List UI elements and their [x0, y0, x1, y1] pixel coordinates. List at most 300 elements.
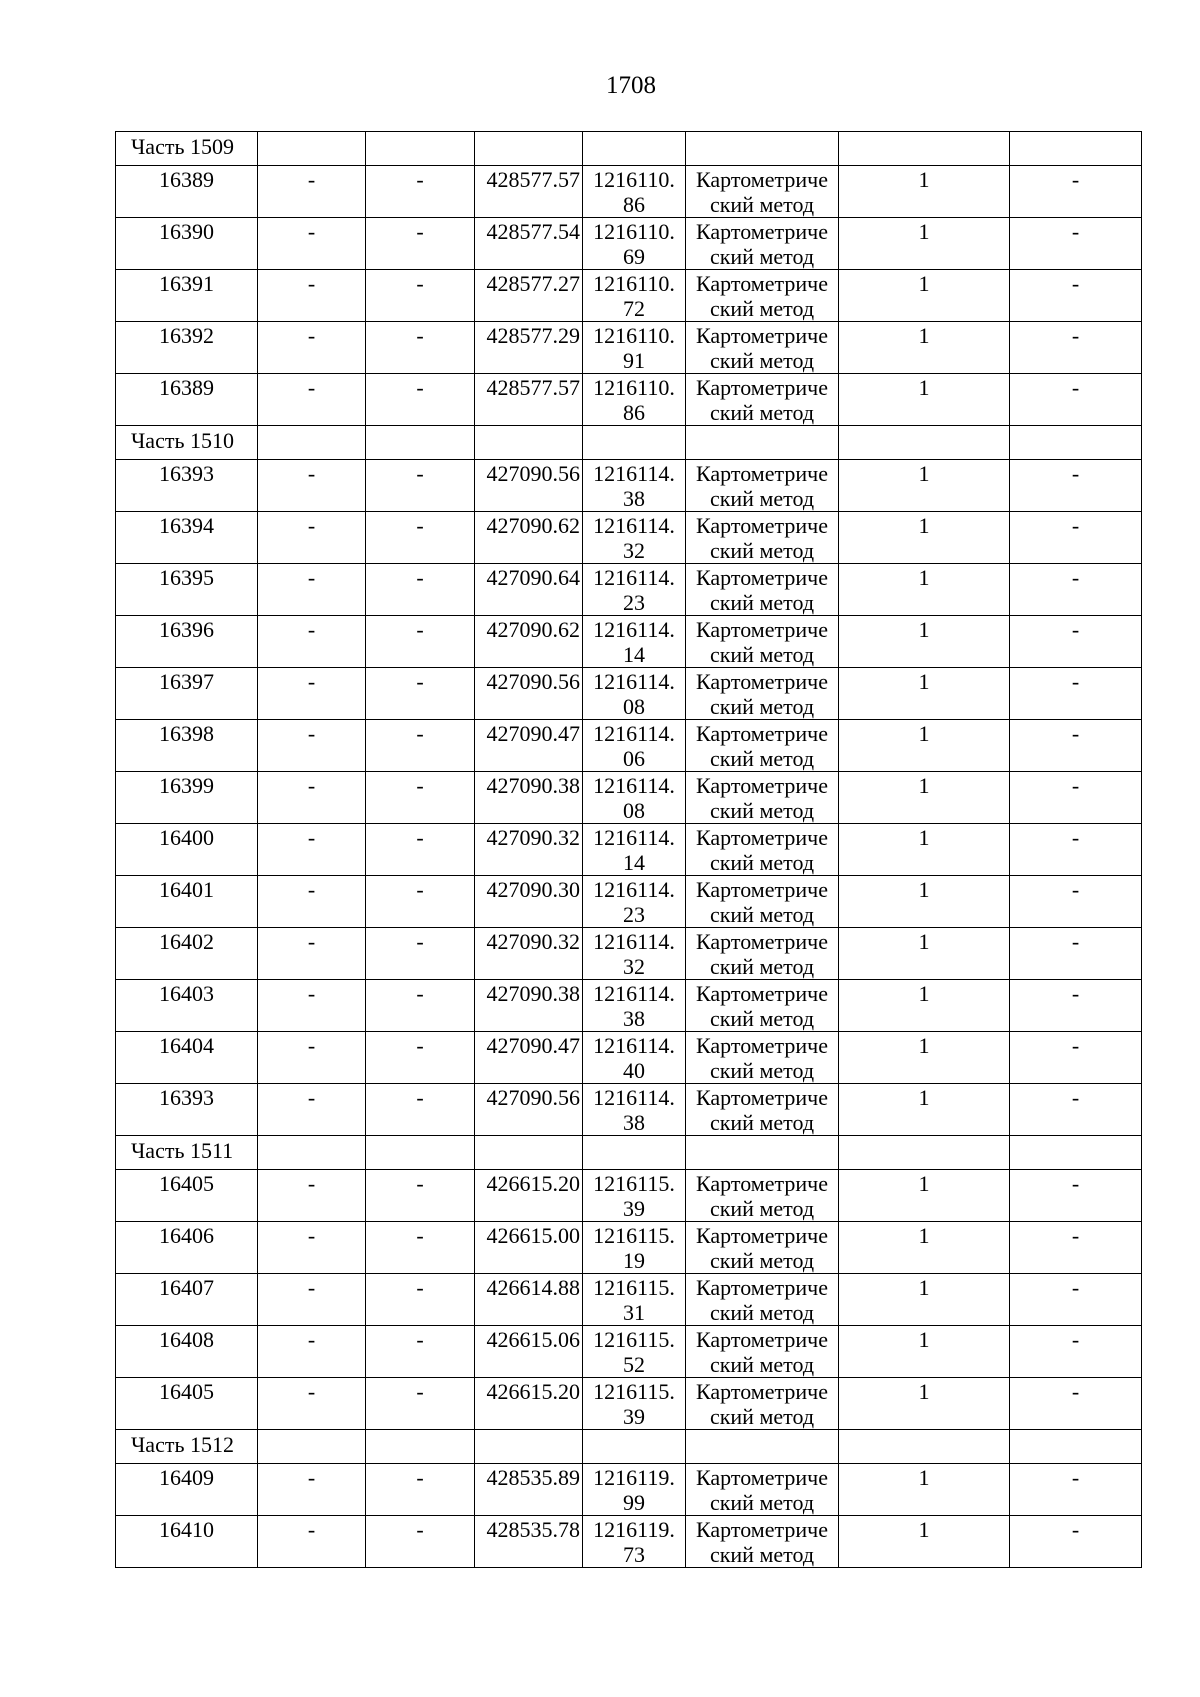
point-number: 16405	[116, 1170, 258, 1222]
y-coordinate	[583, 720, 686, 772]
old-x-cell: -	[258, 564, 366, 616]
description-cell: -	[1010, 1222, 1142, 1274]
accuracy-cell: 1	[839, 374, 1010, 426]
method-cell	[686, 668, 839, 720]
y-coordinate-line1: 1216115.	[593, 1379, 675, 1404]
method-cell-line1: Картометриче	[696, 1223, 828, 1248]
accuracy-cell: 1	[839, 166, 1010, 218]
accuracy-cell: 1	[839, 1378, 1010, 1430]
empty-cell	[583, 132, 686, 166]
old-y-cell: -	[366, 1032, 475, 1084]
method-cell-line2: ский метод	[709, 798, 815, 823]
accuracy-cell: 1	[839, 1170, 1010, 1222]
y-coordinate-line1: 1216110.	[593, 219, 675, 244]
method-cell	[686, 564, 839, 616]
y-coordinate	[583, 564, 686, 616]
old-y-cell: -	[366, 374, 475, 426]
table-row	[116, 1326, 1142, 1378]
y-coordinate-line1: 1216115.	[593, 1171, 675, 1196]
empty-cell	[258, 132, 366, 166]
old-x-cell: -	[258, 1464, 366, 1516]
point-number: 16393	[116, 460, 258, 512]
empty-cell	[839, 1430, 1010, 1464]
y-coordinate-line2: 72	[623, 296, 645, 321]
method-cell-line2: ский метод	[709, 486, 815, 511]
y-coordinate	[583, 980, 686, 1032]
empty-cell	[686, 1136, 839, 1170]
empty-cell	[366, 132, 475, 166]
method-cell-line2: ский метод	[709, 296, 815, 321]
empty-cell	[839, 1136, 1010, 1170]
y-coordinate-line1: 1216114.	[593, 565, 675, 590]
method-cell	[686, 374, 839, 426]
method-cell-line2: ский метод	[709, 590, 815, 615]
old-x-cell: -	[258, 1084, 366, 1136]
accuracy-cell: 1	[839, 772, 1010, 824]
y-coordinate-line1: 1216114.	[593, 461, 675, 486]
table-row	[116, 616, 1142, 668]
method-cell-line2: ский метод	[709, 1110, 815, 1135]
method-cell-line1: Картометриче	[696, 375, 828, 400]
method-cell-line1: Картометриче	[696, 929, 828, 954]
point-number: 16405	[116, 1378, 258, 1430]
accuracy-cell: 1	[839, 1516, 1010, 1568]
point-number: 16390	[116, 218, 258, 270]
part-label: Часть 1511	[116, 1136, 258, 1170]
empty-cell	[839, 426, 1010, 460]
y-coordinate-line2: 39	[623, 1196, 645, 1221]
old-x-cell: -	[258, 824, 366, 876]
part-header-row	[116, 1136, 1142, 1170]
accuracy-cell: 1	[839, 1032, 1010, 1084]
old-y-cell: -	[366, 720, 475, 772]
old-y-cell: -	[366, 564, 475, 616]
table-row	[116, 322, 1142, 374]
y-coordinate-line1: 1216114.	[593, 721, 675, 746]
point-number: 16397	[116, 668, 258, 720]
y-coordinate-line2: 31	[623, 1300, 645, 1325]
y-coordinate-line2: 06	[623, 746, 645, 771]
old-x-cell: -	[258, 1222, 366, 1274]
y-coordinate-line1: 1216114.	[593, 877, 675, 902]
empty-cell	[258, 1430, 366, 1464]
table-row	[116, 824, 1142, 876]
method-cell	[686, 1516, 839, 1568]
accuracy-cell: 1	[839, 322, 1010, 374]
method-cell-line1: Картометриче	[696, 721, 828, 746]
empty-cell	[686, 1430, 839, 1464]
accuracy-cell: 1	[839, 270, 1010, 322]
empty-cell	[366, 426, 475, 460]
accuracy-cell: 1	[839, 1222, 1010, 1274]
point-number: 16394	[116, 512, 258, 564]
method-cell-line1: Картометриче	[696, 565, 828, 590]
y-coordinate	[583, 374, 686, 426]
table-row	[116, 512, 1142, 564]
table-row	[116, 772, 1142, 824]
old-y-cell: -	[366, 824, 475, 876]
table-row	[116, 1170, 1142, 1222]
x-coordinate: 428577.57	[475, 374, 583, 426]
x-coordinate: 426615.06	[475, 1326, 583, 1378]
table-row	[116, 1032, 1142, 1084]
description-cell: -	[1010, 564, 1142, 616]
old-x-cell: -	[258, 772, 366, 824]
y-coordinate-line2: 38	[623, 486, 645, 511]
old-y-cell: -	[366, 1516, 475, 1568]
description-cell: -	[1010, 1084, 1142, 1136]
coordinates-table	[115, 131, 1142, 1568]
x-coordinate: 428535.89	[475, 1464, 583, 1516]
accuracy-cell: 1	[839, 876, 1010, 928]
empty-cell	[839, 132, 1010, 166]
accuracy-cell: 1	[839, 720, 1010, 772]
x-coordinate: 426614.88	[475, 1274, 583, 1326]
old-x-cell: -	[258, 928, 366, 980]
y-coordinate	[583, 824, 686, 876]
table-row	[116, 1274, 1142, 1326]
old-x-cell: -	[258, 1378, 366, 1430]
description-cell: -	[1010, 1170, 1142, 1222]
y-coordinate-line1: 1216110.	[593, 375, 675, 400]
description-cell: -	[1010, 512, 1142, 564]
description-cell: -	[1010, 1516, 1142, 1568]
y-coordinate-line1: 1216115.	[593, 1223, 675, 1248]
y-coordinate-line2: 86	[623, 192, 645, 217]
x-coordinate: 427090.38	[475, 980, 583, 1032]
old-y-cell: -	[366, 166, 475, 218]
y-coordinate-line2: 99	[623, 1490, 645, 1515]
y-coordinate-line2: 40	[623, 1058, 645, 1083]
empty-cell	[475, 1430, 583, 1464]
point-number: 16406	[116, 1222, 258, 1274]
method-cell-line1: Картометриче	[696, 1517, 828, 1542]
y-coordinate-line1: 1216119.	[593, 1465, 675, 1490]
table-body	[116, 132, 1142, 1568]
old-y-cell: -	[366, 1378, 475, 1430]
method-cell-line1: Картометриче	[696, 323, 828, 348]
old-y-cell: -	[366, 322, 475, 374]
method-cell-line2: ский метод	[709, 1058, 815, 1083]
method-cell-line1: Картометриче	[696, 825, 828, 850]
method-cell-line2: ский метод	[709, 1196, 815, 1221]
accuracy-cell: 1	[839, 460, 1010, 512]
y-coordinate-line2: 38	[623, 1006, 645, 1031]
old-y-cell: -	[366, 928, 475, 980]
table-row	[116, 1378, 1142, 1430]
accuracy-cell: 1	[839, 1464, 1010, 1516]
table-row	[116, 876, 1142, 928]
description-cell: -	[1010, 218, 1142, 270]
table-row	[116, 564, 1142, 616]
method-cell	[686, 876, 839, 928]
accuracy-cell: 1	[839, 1326, 1010, 1378]
method-cell-line1: Картометриче	[696, 1379, 828, 1404]
old-x-cell: -	[258, 218, 366, 270]
method-cell	[686, 772, 839, 824]
empty-cell	[583, 1136, 686, 1170]
y-coordinate-line1: 1216114.	[593, 773, 675, 798]
method-cell	[686, 460, 839, 512]
method-cell	[686, 980, 839, 1032]
old-y-cell: -	[366, 1274, 475, 1326]
y-coordinate-line1: 1216115.	[593, 1327, 675, 1352]
method-cell-line2: ский метод	[709, 1300, 815, 1325]
x-coordinate: 427090.47	[475, 1032, 583, 1084]
point-number: 16400	[116, 824, 258, 876]
y-coordinate-line1: 1216119.	[593, 1517, 675, 1542]
method-cell-line2: ский метод	[709, 642, 815, 667]
method-cell-line2: ский метод	[709, 1404, 815, 1429]
point-number: 16410	[116, 1516, 258, 1568]
x-coordinate: 427090.47	[475, 720, 583, 772]
description-cell: -	[1010, 668, 1142, 720]
empty-cell	[583, 426, 686, 460]
y-coordinate-line1: 1216114.	[593, 981, 675, 1006]
method-cell-line1: Картометриче	[696, 1033, 828, 1058]
y-coordinate	[583, 1274, 686, 1326]
method-cell-line1: Картометриче	[696, 167, 828, 192]
description-cell: -	[1010, 1274, 1142, 1326]
description-cell: -	[1010, 322, 1142, 374]
part-header-row	[116, 426, 1142, 460]
old-y-cell: -	[366, 980, 475, 1032]
method-cell-line1: Картометриче	[696, 1085, 828, 1110]
y-coordinate	[583, 270, 686, 322]
y-coordinate	[583, 928, 686, 980]
old-x-cell: -	[258, 322, 366, 374]
y-coordinate-line2: 91	[623, 348, 645, 373]
y-coordinate-line2: 14	[623, 642, 645, 667]
method-cell	[686, 1378, 839, 1430]
y-coordinate	[583, 512, 686, 564]
point-number: 16389	[116, 166, 258, 218]
method-cell	[686, 1032, 839, 1084]
empty-cell	[1010, 1430, 1142, 1464]
old-y-cell: -	[366, 1222, 475, 1274]
old-y-cell: -	[366, 270, 475, 322]
point-number: 16396	[116, 616, 258, 668]
method-cell-line2: ский метод	[709, 538, 815, 563]
old-y-cell: -	[366, 1326, 475, 1378]
x-coordinate: 426615.00	[475, 1222, 583, 1274]
old-x-cell: -	[258, 616, 366, 668]
x-coordinate: 428577.54	[475, 218, 583, 270]
y-coordinate-line1: 1216110.	[593, 323, 675, 348]
old-x-cell: -	[258, 1170, 366, 1222]
point-number: 16401	[116, 876, 258, 928]
y-coordinate	[583, 1326, 686, 1378]
empty-cell	[1010, 1136, 1142, 1170]
part-header-row	[116, 132, 1142, 166]
y-coordinate-line1: 1216114.	[593, 929, 675, 954]
empty-cell	[686, 426, 839, 460]
description-cell: -	[1010, 374, 1142, 426]
y-coordinate	[583, 166, 686, 218]
old-x-cell: -	[258, 166, 366, 218]
empty-cell	[475, 132, 583, 166]
method-cell-line2: ский метод	[709, 348, 815, 373]
y-coordinate-line2: 32	[623, 538, 645, 563]
old-y-cell: -	[366, 668, 475, 720]
y-coordinate	[583, 772, 686, 824]
table-row	[116, 460, 1142, 512]
y-coordinate-line1: 1216110.	[593, 271, 675, 296]
method-cell-line2: ский метод	[709, 1248, 815, 1273]
method-cell-line1: Картометриче	[696, 877, 828, 902]
y-coordinate-line2: 23	[623, 590, 645, 615]
y-coordinate	[583, 1170, 686, 1222]
y-coordinate-line2: 08	[623, 694, 645, 719]
y-coordinate-line1: 1216115.	[593, 1275, 675, 1300]
description-cell: -	[1010, 616, 1142, 668]
method-cell-line2: ский метод	[709, 244, 815, 269]
empty-cell	[583, 1430, 686, 1464]
point-number: 16403	[116, 980, 258, 1032]
old-y-cell: -	[366, 876, 475, 928]
description-cell: -	[1010, 772, 1142, 824]
y-coordinate-line2: 14	[623, 850, 645, 875]
page-number: 1708	[606, 72, 656, 99]
x-coordinate: 426615.20	[475, 1378, 583, 1430]
method-cell	[686, 1084, 839, 1136]
old-x-cell: -	[258, 876, 366, 928]
method-cell-line2: ский метод	[709, 850, 815, 875]
empty-cell	[1010, 132, 1142, 166]
y-coordinate-line2: 38	[623, 1110, 645, 1135]
empty-cell	[475, 1136, 583, 1170]
point-number: 16389	[116, 374, 258, 426]
description-cell: -	[1010, 1464, 1142, 1516]
old-x-cell: -	[258, 980, 366, 1032]
method-cell-line2: ский метод	[709, 694, 815, 719]
empty-cell	[366, 1136, 475, 1170]
accuracy-cell: 1	[839, 616, 1010, 668]
point-number: 16408	[116, 1326, 258, 1378]
method-cell	[686, 1274, 839, 1326]
y-coordinate-line2: 52	[623, 1352, 645, 1377]
description-cell: -	[1010, 166, 1142, 218]
old-x-cell: -	[258, 668, 366, 720]
method-cell	[686, 322, 839, 374]
method-cell	[686, 1464, 839, 1516]
table-row	[116, 270, 1142, 322]
x-coordinate: 427090.32	[475, 928, 583, 980]
y-coordinate	[583, 876, 686, 928]
accuracy-cell: 1	[839, 980, 1010, 1032]
method-cell-line2: ский метод	[709, 1352, 815, 1377]
description-cell: -	[1010, 460, 1142, 512]
accuracy-cell: 1	[839, 512, 1010, 564]
x-coordinate: 427090.56	[475, 668, 583, 720]
table-row	[116, 374, 1142, 426]
empty-cell	[258, 1136, 366, 1170]
method-cell-line2: ский метод	[709, 1490, 815, 1515]
old-x-cell: -	[258, 1274, 366, 1326]
method-cell-line1: Картометриче	[696, 617, 828, 642]
description-cell: -	[1010, 980, 1142, 1032]
table-row	[116, 668, 1142, 720]
description-cell: -	[1010, 720, 1142, 772]
method-cell-line1: Картометриче	[696, 1171, 828, 1196]
description-cell: -	[1010, 1378, 1142, 1430]
method-cell-line1: Картометриче	[696, 1327, 828, 1352]
point-number: 16402	[116, 928, 258, 980]
accuracy-cell: 1	[839, 564, 1010, 616]
table-row	[116, 980, 1142, 1032]
method-cell-line2: ский метод	[709, 954, 815, 979]
accuracy-cell: 1	[839, 928, 1010, 980]
y-coordinate	[583, 1516, 686, 1568]
method-cell-line1: Картометриче	[696, 513, 828, 538]
table-row	[116, 1222, 1142, 1274]
old-y-cell: -	[366, 616, 475, 668]
y-coordinate	[583, 1032, 686, 1084]
y-coordinate	[583, 1084, 686, 1136]
old-y-cell: -	[366, 512, 475, 564]
old-x-cell: -	[258, 1326, 366, 1378]
x-coordinate: 427090.62	[475, 512, 583, 564]
method-cell	[686, 270, 839, 322]
y-coordinate-line2: 39	[623, 1404, 645, 1429]
method-cell	[686, 1326, 839, 1378]
point-number: 16393	[116, 1084, 258, 1136]
method-cell	[686, 1222, 839, 1274]
method-cell	[686, 1170, 839, 1222]
method-cell-line2: ский метод	[709, 902, 815, 927]
point-number: 16399	[116, 772, 258, 824]
y-coordinate-line1: 1216114.	[593, 1085, 675, 1110]
old-x-cell: -	[258, 1516, 366, 1568]
y-coordinate	[583, 1464, 686, 1516]
table-row	[116, 166, 1142, 218]
y-coordinate-line1: 1216114.	[593, 513, 675, 538]
point-number: 16407	[116, 1274, 258, 1326]
method-cell	[686, 928, 839, 980]
method-cell	[686, 616, 839, 668]
method-cell	[686, 166, 839, 218]
empty-cell	[366, 1430, 475, 1464]
description-cell: -	[1010, 824, 1142, 876]
method-cell-line2: ский метод	[709, 1006, 815, 1031]
part-header-row	[116, 1430, 1142, 1464]
x-coordinate: 426615.20	[475, 1170, 583, 1222]
y-coordinate-line1: 1216114.	[593, 1033, 675, 1058]
old-y-cell: -	[366, 1084, 475, 1136]
part-label: Часть 1510	[116, 426, 258, 460]
method-cell	[686, 720, 839, 772]
method-cell-line1: Картометриче	[696, 981, 828, 1006]
x-coordinate: 427090.64	[475, 564, 583, 616]
point-number: 16398	[116, 720, 258, 772]
y-coordinate-line2: 86	[623, 400, 645, 425]
empty-cell	[475, 426, 583, 460]
x-coordinate: 428535.78	[475, 1516, 583, 1568]
table-row	[116, 218, 1142, 270]
description-cell: -	[1010, 876, 1142, 928]
point-number: 16395	[116, 564, 258, 616]
old-x-cell: -	[258, 512, 366, 564]
method-cell-line2: ский метод	[709, 192, 815, 217]
method-cell-line1: Картометриче	[696, 669, 828, 694]
accuracy-cell: 1	[839, 1274, 1010, 1326]
method-cell	[686, 824, 839, 876]
point-number: 16391	[116, 270, 258, 322]
method-cell-line1: Картометриче	[696, 1275, 828, 1300]
x-coordinate: 428577.57	[475, 166, 583, 218]
y-coordinate	[583, 1378, 686, 1430]
old-x-cell: -	[258, 720, 366, 772]
